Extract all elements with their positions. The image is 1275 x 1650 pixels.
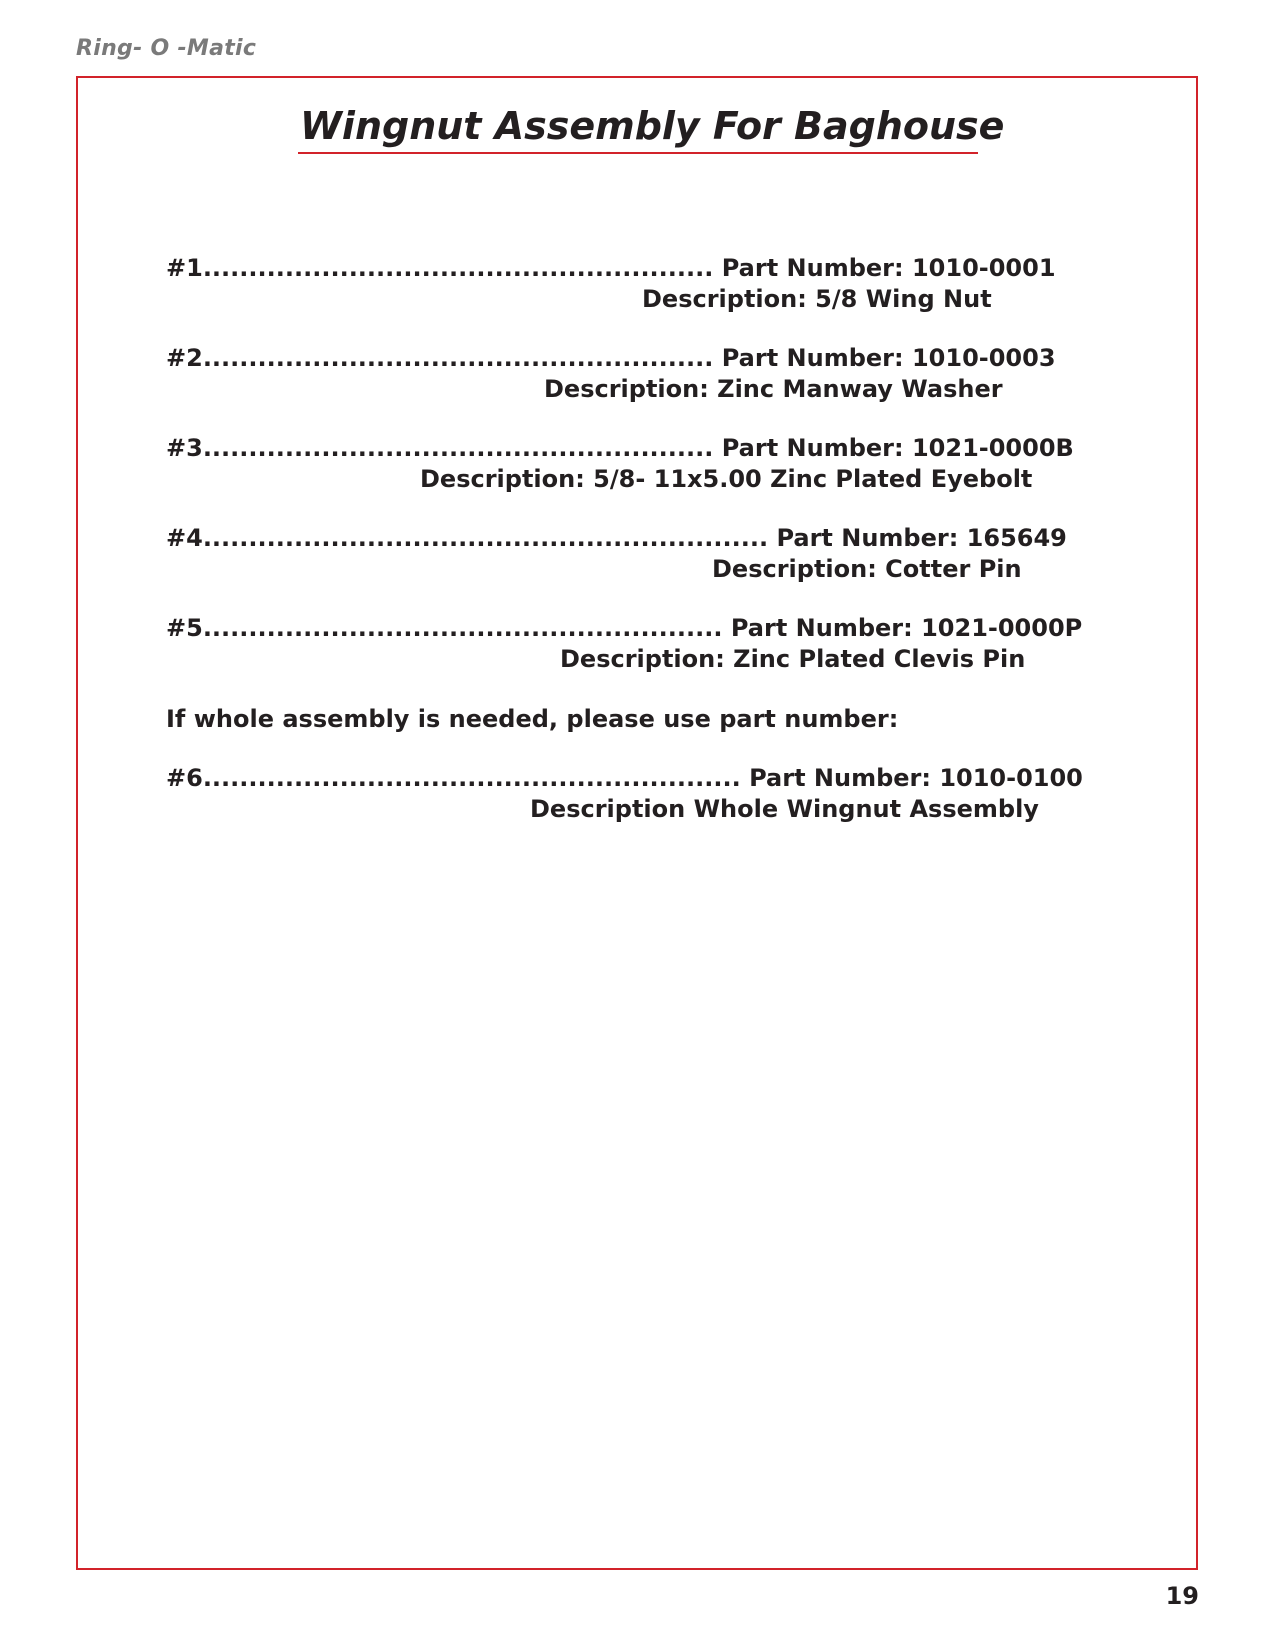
part-description: Description: Zinc Plated Clevis Pin — [560, 645, 1026, 673]
part-number: Part Number: 1010-0003 — [721, 344, 1056, 372]
part-line — [166, 434, 1074, 462]
assembly-note: If whole assembly is needed, please use part number: — [166, 705, 899, 733]
part-number: Part Number: 1021-0000P — [730, 614, 1083, 642]
part-description: Description: Zinc Manway Washer — [544, 375, 1003, 403]
page-title: Wingnut Assembly For Baghouse — [300, 104, 1005, 148]
part-line — [166, 614, 1082, 642]
part-index: #2 — [166, 344, 203, 372]
part-line — [166, 254, 1056, 282]
title-underline — [298, 104, 1005, 154]
leader-dots: ........................................................... — [202, 764, 741, 792]
parts-list — [166, 254, 1083, 704]
part-item-6 — [166, 764, 1083, 854]
leader-dots: ........................................................ — [202, 254, 714, 282]
part-line — [166, 524, 1067, 552]
whole-assembly — [166, 764, 1083, 854]
part-number: Part Number: 1021-0000B — [721, 434, 1074, 462]
part-number: Part Number: 1010-0100 — [749, 764, 1083, 792]
leader-dots: .............................................................. — [202, 524, 769, 552]
page-number: 19 — [1165, 1582, 1199, 1610]
part-index: #6 — [166, 764, 203, 792]
part-description: Description Whole Wingnut Assembly — [530, 795, 1039, 823]
leader-dots: ........................................................ — [202, 344, 714, 372]
part-index: #4 — [166, 524, 203, 552]
part-line — [166, 344, 1056, 372]
part-item-4 — [166, 524, 1067, 614]
part-description: Description: 5/8 Wing Nut — [642, 285, 992, 313]
part-index: #1 — [166, 254, 203, 282]
brand-header: Ring- O -Matic — [76, 36, 257, 61]
leader-dots: ........................................................ — [202, 434, 714, 462]
part-index: #5 — [166, 614, 203, 642]
leader-dots: ......................................................... — [202, 614, 723, 642]
part-item-1 — [166, 254, 1056, 344]
part-description: Description: 5/8- 11x5.00 Zinc Plated Eyebolt — [420, 465, 1033, 493]
part-number: Part Number: 165649 — [776, 524, 1067, 552]
part-index: #3 — [166, 434, 203, 462]
part-item-5 — [166, 614, 1083, 704]
part-item-2 — [166, 344, 1056, 434]
part-line — [166, 764, 1083, 792]
part-item-3 — [166, 434, 1074, 524]
part-number: Part Number: 1010-0001 — [721, 254, 1056, 282]
part-description: Description: Cotter Pin — [712, 555, 1022, 583]
